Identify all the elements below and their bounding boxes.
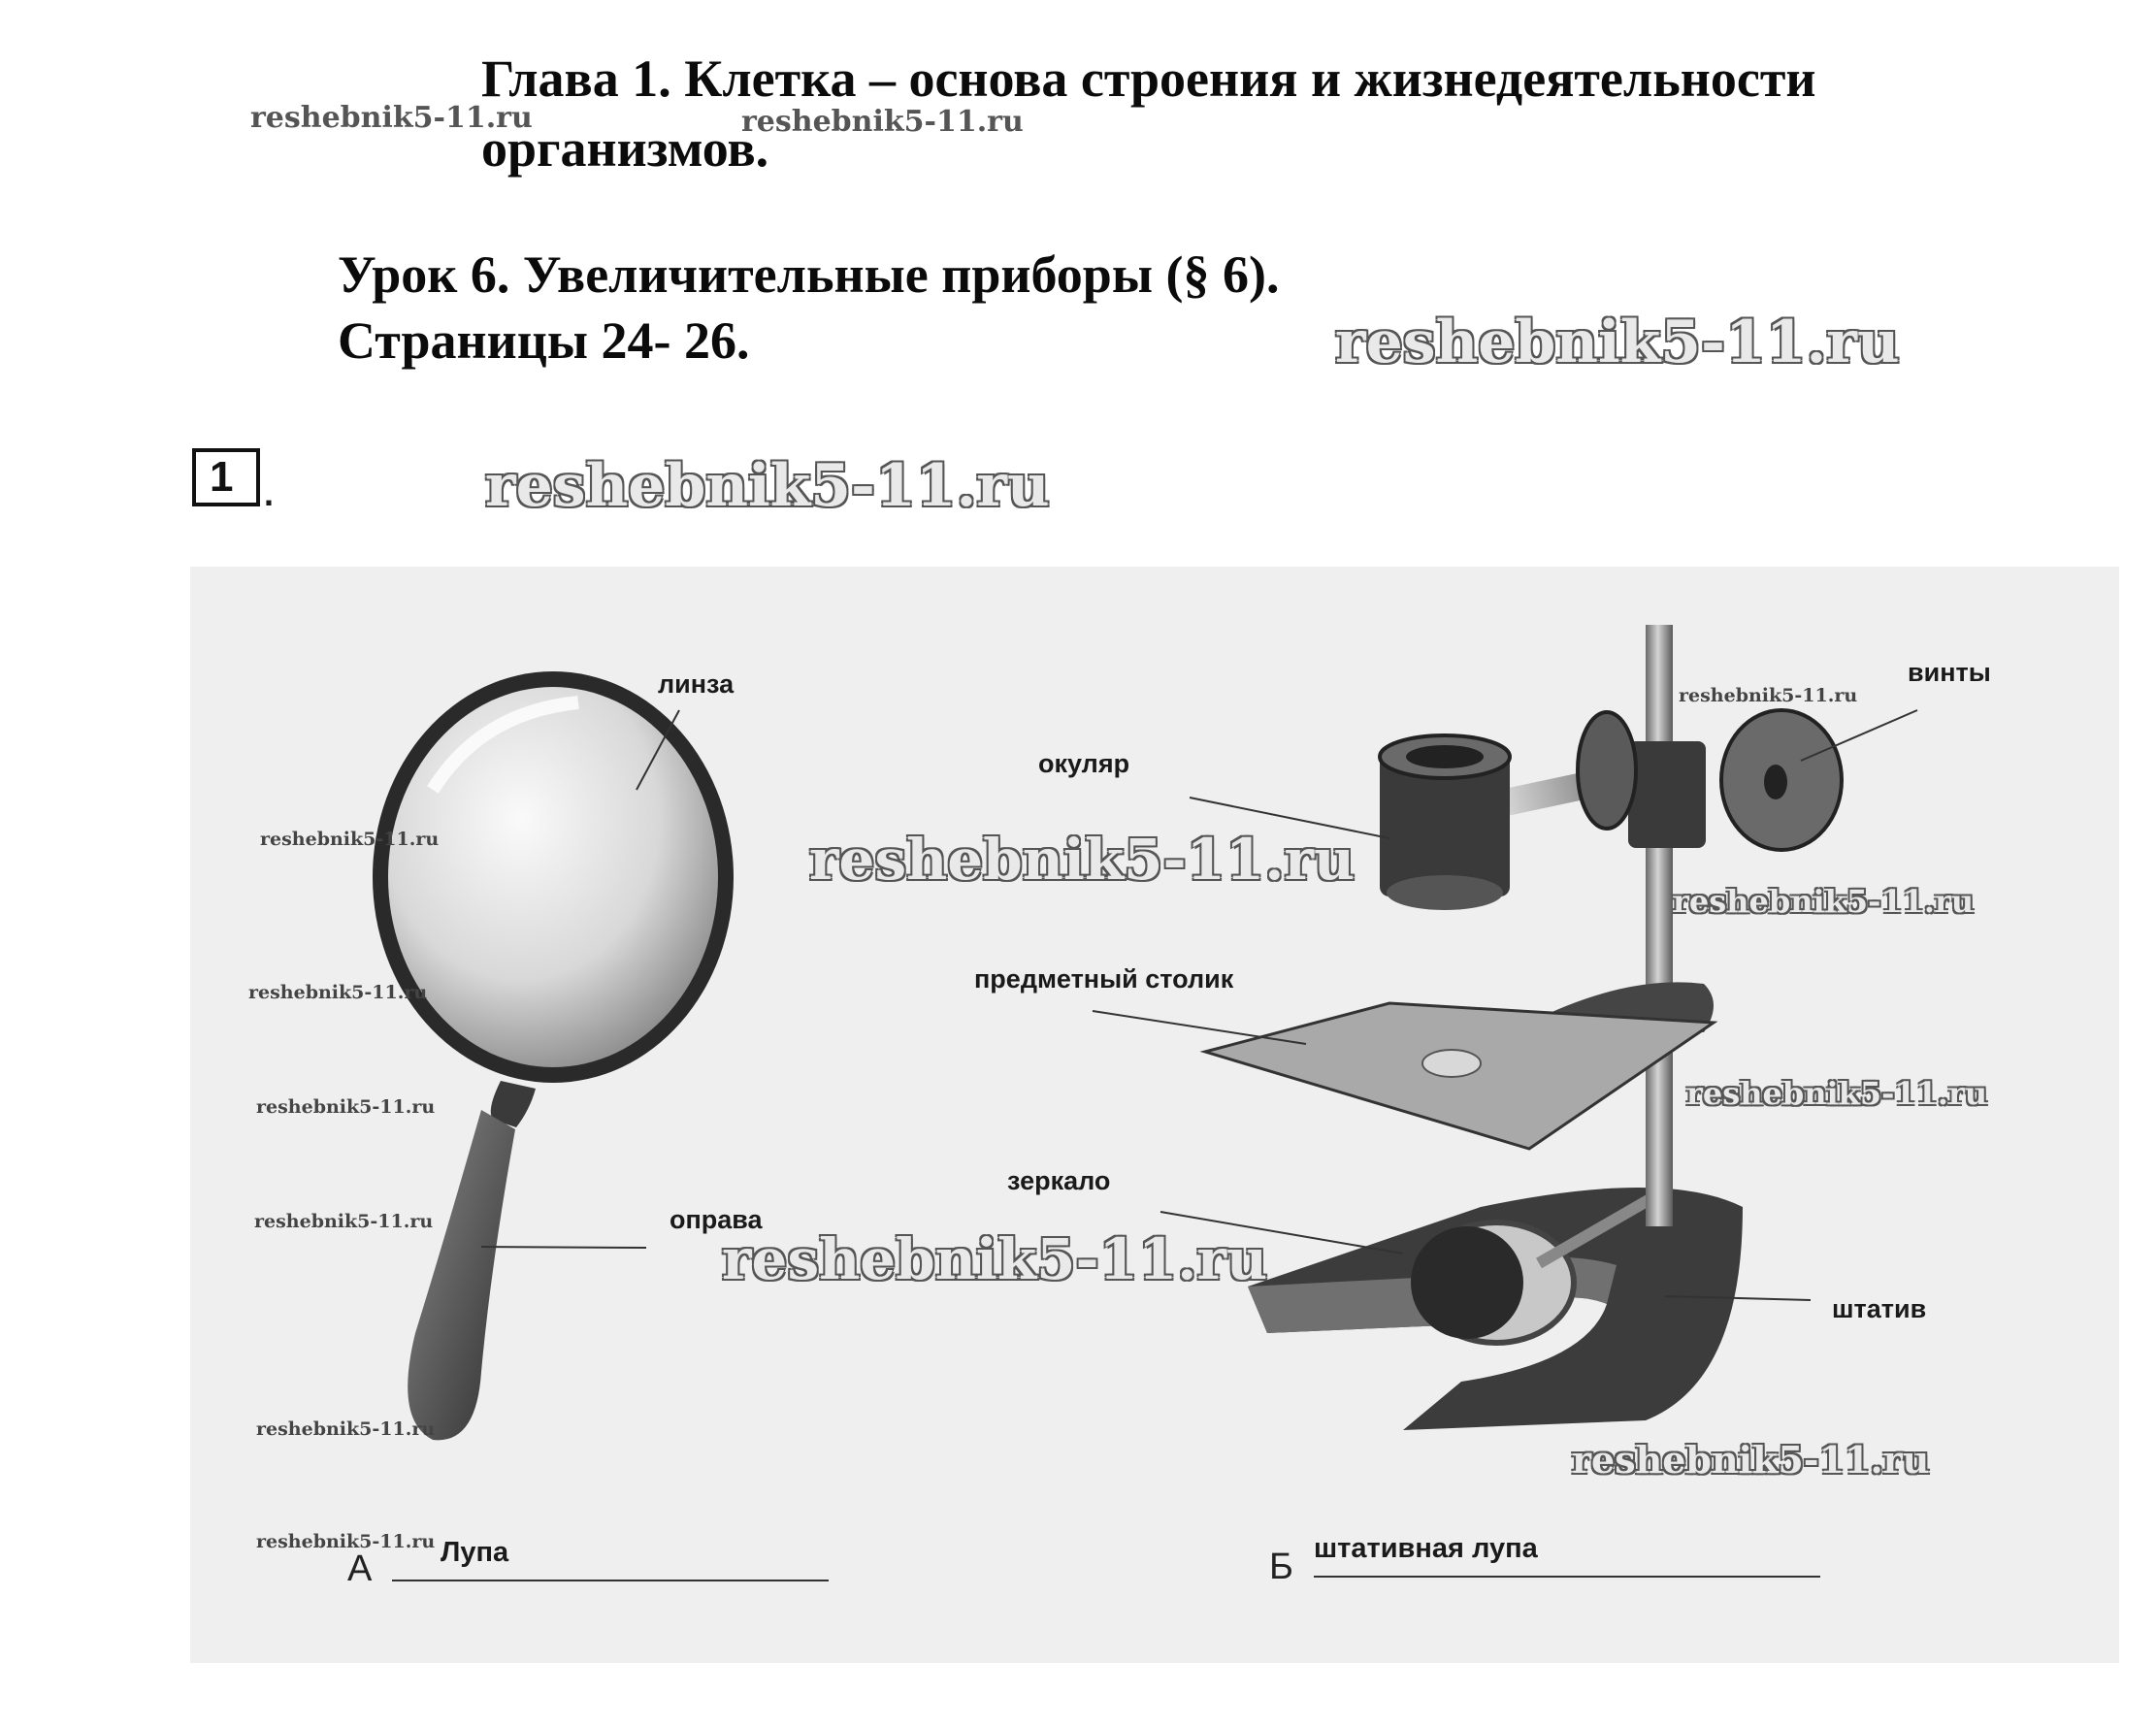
label-screws: винты [1908,658,1991,687]
magnifier-illustrations [190,567,2119,1663]
watermark: reshebnik5-11.ru [1679,685,1858,706]
watermark: reshebnik5-11.ru [1673,883,1975,920]
answer-b-line [1314,1576,1820,1578]
watermark: reshebnik5-11.ru [1572,1438,1930,1482]
task-number-dot: . [264,473,275,513]
label-stage: предметный столик [974,964,1234,994]
answer-b-letter: Б [1269,1547,1293,1587]
watermark: reshebnik5-11.ru [722,1226,1268,1292]
hand-magnifier [373,671,734,1440]
label-mirror: зеркало [1007,1166,1111,1195]
watermark: reshebnik5-11.ru [1335,309,1900,376]
watermark: reshebnik5-11.ru [485,452,1050,520]
stand-magnifier [1205,625,1842,1430]
label-lens: линза [658,669,735,699]
lesson-title: Урок 6. Увеличительные приборы (§ 6). [338,245,1280,304]
figure-panel [190,567,2119,1663]
task-number: 1 [210,453,234,501]
label-eyepiece: окуляр [1038,749,1130,778]
watermark: reshebnik5-11.ru [260,829,440,850]
watermark: reshebnik5-11.ru [809,827,1356,893]
label-stand: штатив [1832,1294,1927,1323]
watermark: reshebnik5-11.ru [248,982,428,1003]
watermark: reshebnik5-11.ru [1686,1075,1988,1112]
watermark: reshebnik5-11.ru [256,1418,436,1440]
chapter-title-line2: организмов. [481,119,769,178]
task-number-box [192,448,260,506]
chapter-title-line1: Глава 1. Клетка – основа строения и жизнедеятельности [481,49,1816,108]
watermark: reshebnik5-11.ru [254,1211,434,1232]
answer-a-text: Лупа [441,1537,509,1568]
watermark: reshebnik5-11.ru [256,1096,436,1118]
answer-b-text: штативная лупа [1314,1533,1538,1564]
watermark: reshebnik5-11.ru [256,1531,436,1552]
watermark: reshebnik5-11.ru [250,101,533,135]
answer-a-letter: А [347,1548,373,1589]
watermark: reshebnik5-11.ru [741,105,1024,139]
label-frame: оправа [670,1205,763,1234]
pages-line: Страницы 24- 26. [338,311,750,370]
answer-a-line [392,1580,829,1581]
